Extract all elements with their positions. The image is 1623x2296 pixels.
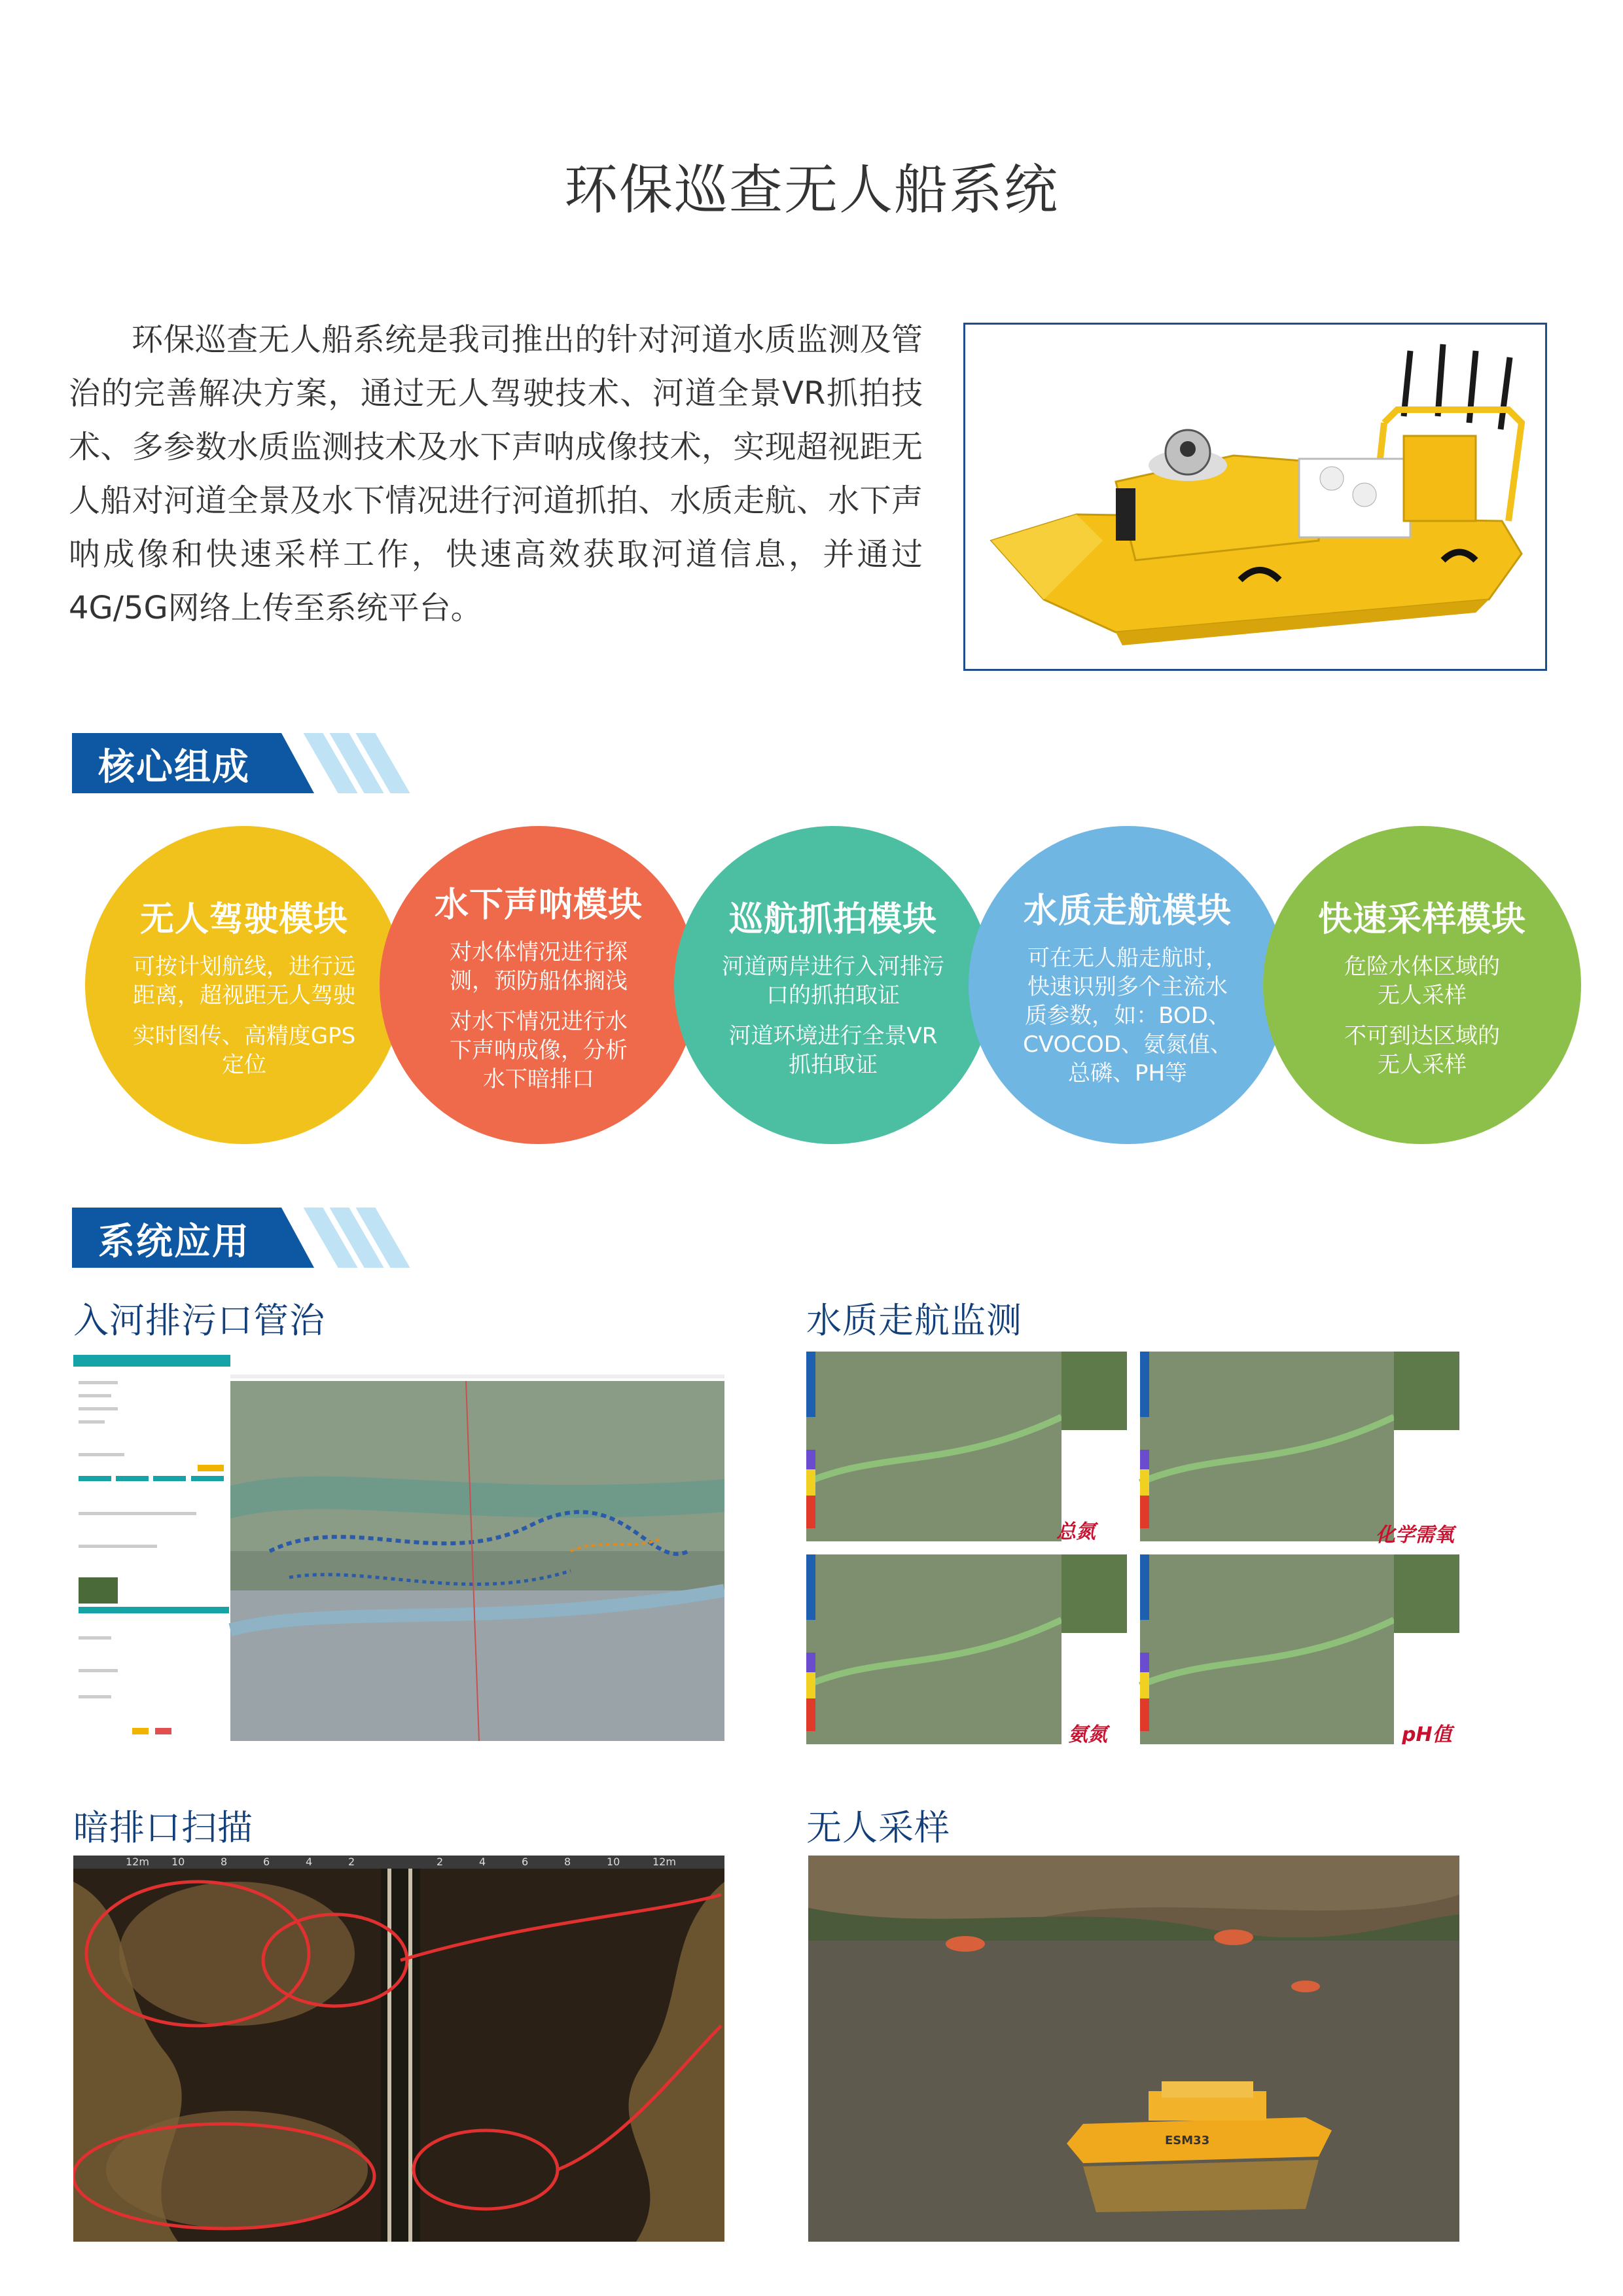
panel-caption: pH值 xyxy=(1402,1723,1452,1744)
river-sampling-photo-icon xyxy=(808,1856,1459,2242)
module-circle-sonar xyxy=(380,826,698,1144)
module-text: 实时图传、高精度GPS xyxy=(132,1022,356,1049)
intro-paragraph: 环保巡查无人船系统是我司推出的针对河道水质监测及管治的完善解决方案，通过无人驾驶技术、河道全景VR抓拍技术、多参数水质监测技术及水下声呐成像技术，实现超视距无人船对河道全景及水下情况进行河道抓拍、水质走航、水下声呐成像和快速采样工作，快速高效获取河道信息，并通过4G/5G网络上传至系统平台。 xyxy=(69,321,923,626)
module-circle-patrol xyxy=(674,826,992,1144)
ruler-label: 10 xyxy=(607,1856,620,1868)
module-text: 可按计划航线，进行远 xyxy=(133,953,355,980)
ruler-label: 8 xyxy=(221,1856,228,1868)
module-text: 不可到达区域的 xyxy=(1344,1022,1500,1049)
ruler-label: 2 xyxy=(437,1856,444,1868)
ruler-label: 4 xyxy=(306,1856,313,1868)
gis-map-screenshot-icon xyxy=(73,1355,724,1741)
module-text: 河道环境进行全景VR xyxy=(728,1022,938,1049)
panel-caption: 总氮 xyxy=(1056,1520,1096,1543)
module-text: 口的抓拍取证 xyxy=(766,982,900,1009)
ruler-label: 2 xyxy=(348,1856,355,1868)
module-text: 对水体情况进行探 xyxy=(450,939,628,965)
section-header-core xyxy=(72,733,386,793)
map-screenshot xyxy=(73,1355,724,1741)
module-circle-sampling xyxy=(1263,826,1581,1144)
module-text: 定位 xyxy=(222,1051,266,1078)
module-title: 水下声呐模块 xyxy=(434,885,643,925)
module-text: 快速识别多个主流水 xyxy=(1027,973,1228,1000)
boat-photo-frame xyxy=(963,323,1547,671)
ruler-label: 8 xyxy=(564,1856,571,1868)
module-title: 无人驾驶模块 xyxy=(139,899,348,939)
module-text: 对水下情况进行水 xyxy=(450,1008,628,1035)
page-title: 环保巡查无人船系统 xyxy=(563,159,1059,221)
module-circle-water-quality xyxy=(969,826,1287,1144)
ruler-label: 10 xyxy=(171,1856,185,1868)
ruler-label: 12m xyxy=(126,1856,149,1868)
module-text: 距离，超视距无人驾驶 xyxy=(133,982,355,1009)
ruler-label: 4 xyxy=(479,1856,486,1868)
module-text: 无人采样 xyxy=(1378,1051,1467,1078)
module-text: 质参数，如：BOD、 xyxy=(1025,1002,1230,1029)
section-header-label: 系统应用 xyxy=(98,1221,250,1263)
module-title: 快速采样模块 xyxy=(1317,899,1526,939)
water-quality-panels xyxy=(806,1352,1459,1744)
module-text: 下声呐成像，分析 xyxy=(450,1037,628,1064)
panel-caption: 化学需氧 xyxy=(1376,1524,1454,1547)
app-title: 暗排口扫描 xyxy=(73,1807,253,1848)
module-text: 抓拍取证 xyxy=(789,1051,878,1078)
module-text: 水下暗排口 xyxy=(483,1066,594,1092)
app-title: 入河排污口管治 xyxy=(73,1300,325,1341)
ruler-label: 6 xyxy=(263,1856,270,1868)
module-text: 危险水体区域的 xyxy=(1344,953,1500,980)
module-text: 河道两岸进行入河排污 xyxy=(722,953,944,980)
module-title: 巡航抓拍模块 xyxy=(728,899,937,939)
ruler-label: 12m xyxy=(652,1856,676,1868)
module-text: 总磷、PH等 xyxy=(1067,1060,1188,1086)
section-header-label: 核心组成 xyxy=(98,746,250,789)
sampling-photo xyxy=(808,1856,1459,2242)
side-scan-sonar-image-icon xyxy=(73,1856,724,2242)
ruler-label: 6 xyxy=(522,1856,529,1868)
modules-row xyxy=(85,826,1577,1144)
module-text: CVOCOD、氨氮值、 xyxy=(1023,1031,1232,1058)
module-text: 测，预防船体搁浅 xyxy=(450,967,628,994)
app-title: 水质走航监测 xyxy=(806,1300,1022,1341)
app-title: 无人采样 xyxy=(806,1807,950,1848)
section-header-apps xyxy=(72,1208,386,1268)
module-circle-autopilot xyxy=(85,826,403,1144)
water-quality-map-panels-icon xyxy=(806,1352,1459,1744)
sonar-scan-image xyxy=(73,1856,724,2242)
yellow-boat-photo-icon xyxy=(965,325,1545,669)
panel-caption: 氨氮 xyxy=(1068,1723,1107,1744)
module-title: 水质走航模块 xyxy=(1023,891,1232,931)
module-text: 可在无人船走航时， xyxy=(1027,944,1228,971)
module-text: 无人采样 xyxy=(1378,982,1467,1009)
hull-text: ESM33 xyxy=(1165,2134,1210,2147)
